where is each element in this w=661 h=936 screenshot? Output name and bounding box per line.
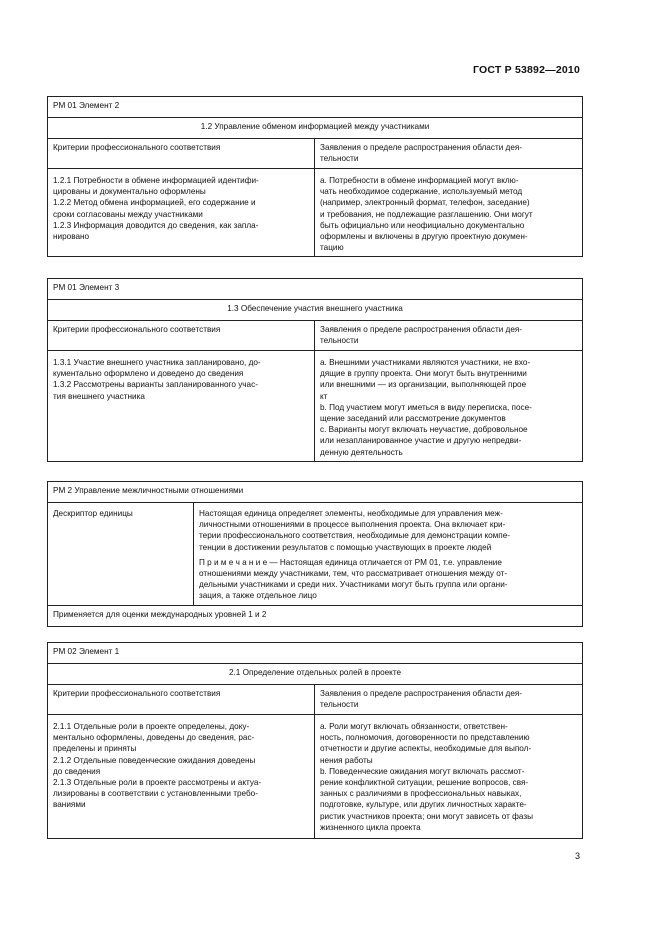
column-header-statements: [315, 139, 583, 169]
text-line: щение заседаний или рассмотрение документов: [320, 414, 506, 424]
note-line: П р и м е ч а н и е — Настоящая единица отличается от PM 01, т.е. управление: [199, 557, 502, 567]
text-line: тацию: [320, 243, 344, 253]
table-title: PM 01 Элемент 3: [48, 279, 583, 300]
text-line: Заявления о пределе распространения области дея-: [320, 143, 523, 152]
text-line: занных с различиями в профессиональных навыках,: [320, 789, 522, 799]
text-line: а. Внешними участниками являются участники, не вхо-: [320, 358, 531, 367]
table-footer: Применяется для оценки международных уровней 1 и 2: [48, 605, 583, 626]
text-line: жизненного цикла проекта: [320, 822, 421, 832]
text-line: или незапланированное участие и другую непредви-: [320, 436, 522, 446]
text-line: подготовке, культуре, или других личностных характе-: [320, 800, 527, 810]
criteria-cell: [48, 169, 315, 257]
text-line: нировано: [53, 232, 90, 242]
text-line: тельности: [320, 336, 359, 346]
text-line: до сведения: [53, 766, 101, 776]
text-line: цированы и документально оформлены: [53, 187, 206, 197]
table-title: PM 02 Элемент 1: [48, 643, 583, 664]
text-line: рение конфликтной ситуации, решение вопросов, свя-: [320, 778, 529, 788]
text-line: 1.2.2 Метод обмена информацией, его содержание и: [53, 198, 256, 208]
text-line: Заявления о пределе распространения области дея-: [320, 689, 523, 698]
text-line: нения работы: [320, 755, 373, 765]
table-title: PM 01 Элемент 2: [48, 97, 583, 118]
text-line: тельности: [320, 700, 359, 710]
criteria-cell: [48, 715, 315, 839]
text-line: пределены и приняты: [53, 744, 137, 754]
text-line: 1.2.1 Потребности в обмене информацией идентифи-: [53, 176, 259, 185]
text-line: тия внешнего участника: [53, 391, 145, 401]
text-line: чать необходимое содержание, используемый метод: [320, 187, 523, 197]
text-line: сроки согласованы между участниками: [53, 209, 203, 219]
table-title: PM 2 Управление межличностными отношениями: [48, 482, 583, 503]
text-line: денную деятельность: [320, 447, 403, 457]
descriptor-label: Дескриптор единицы: [48, 503, 194, 606]
table-pm2: [47, 481, 583, 627]
column-header-statements: [315, 685, 583, 715]
table-subtitle: 1.2 Управление обменом информацией между участниками: [48, 118, 583, 139]
page-number: 3: [574, 851, 580, 861]
text-line: 1.3.1 Участие внешнего участника запланировано, до-: [53, 358, 261, 367]
text-line: ментально оформлены, доведены до сведения, рас-: [53, 733, 255, 743]
table-subtitle: 2.1 Определение отдельных ролей в проекте: [48, 664, 583, 685]
text-line: а. Потребности в обмене информацией могут вклю-: [320, 176, 519, 185]
text-line: (например, электронный формат, телефон, заседание): [320, 198, 530, 208]
note-line: дельными участниками и среди них. Участниками могут быть группа или органи-: [199, 580, 508, 590]
column-header-criteria: Критерии профессионального соответствия: [48, 685, 315, 715]
text-line: ность, полномочия, договоренности по представлению: [320, 733, 530, 743]
text-line: b. Поведенческие ожидания могут включать рассмот-: [320, 766, 525, 776]
text-line: 2.1.2 Отдельные поведенческие ожидания доведены: [53, 755, 256, 765]
text-line: кт: [320, 391, 328, 401]
text-line: ристик участников проекта; они могут зависеть от фазы: [320, 811, 533, 821]
document-id: ГОСТ Р 53892—2010: [472, 64, 580, 76]
descriptor-cell: [194, 503, 583, 606]
text-line: кументально оформлено и доведено до сведения: [53, 369, 244, 379]
criteria-cell: [48, 351, 315, 462]
column-header-statements: [315, 321, 583, 351]
text-line: личностными отношениями в процессе выполнения проекта. Она включает кри-: [199, 520, 506, 530]
note-line: зация, а также отдельное лицо: [199, 591, 317, 601]
table-pm01-element2: [47, 96, 583, 257]
text-line: и требования, не подлежащие разглашению. Они могут: [320, 209, 533, 219]
text-line: ваниями: [53, 800, 86, 810]
text-line: 1.2.3 Информация доводится до сведения, как запла-: [53, 220, 259, 230]
table-pm02-element1: [47, 642, 583, 839]
text-line: 2.1.3 Отдельные роли в проекте рассмотрены и актуа-: [53, 778, 262, 788]
statements-cell: [315, 351, 583, 462]
text-line: терии профессионального соответствия, необходимые для демонстрации компе-: [199, 531, 511, 541]
text-line: Настоящая единица определяет элементы, необходимые для управления меж-: [199, 509, 503, 518]
text-line: Заявления о пределе распространения области дея-: [320, 325, 523, 334]
text-line: оформлены и включены в другую проектную докумен-: [320, 232, 528, 242]
note-line: отношениями между участниками, тем, что рассматривает отношения между от-: [199, 569, 508, 579]
table-subtitle: 1.3 Обеспечение участия внешнего участника: [48, 300, 583, 321]
text-line: лизированы в соответствии с установленными требо-: [53, 789, 258, 799]
table-pm01-element3: [47, 278, 583, 462]
text-line: 1.3.2 Рассмотрены варианты запланированного учас-: [53, 380, 258, 390]
column-header-criteria: Критерии профессионального соответствия: [48, 139, 315, 169]
statements-cell: [315, 715, 583, 839]
text-line: b. Под участием могут иметься в виду переписка, посе-: [320, 402, 532, 412]
text-line: с. Варианты могут включать неучастие, добровольное: [320, 425, 528, 435]
text-line: отчетности и другие аспекты, необходимые для выпол-: [320, 744, 532, 754]
text-line: дящие в группу проекта. Они могут быть внутренними: [320, 369, 527, 379]
statements-cell: [315, 169, 583, 257]
text-line: быть официально или неофициально документально: [320, 220, 525, 230]
text-line: 2.1.1 Отдельные роли в проекте определены, доку-: [53, 722, 250, 731]
column-header-criteria: Критерии профессионального соответствия: [48, 321, 315, 351]
text-line: тенции в достижении результатов с помощью участвующих в проекте людей: [199, 542, 492, 552]
text-line: а. Роли могут включать обязанности, ответствен-: [320, 722, 508, 731]
text-line: или внешними — из организации, выполняющей прое: [320, 380, 527, 390]
text-line: тельности: [320, 154, 359, 164]
